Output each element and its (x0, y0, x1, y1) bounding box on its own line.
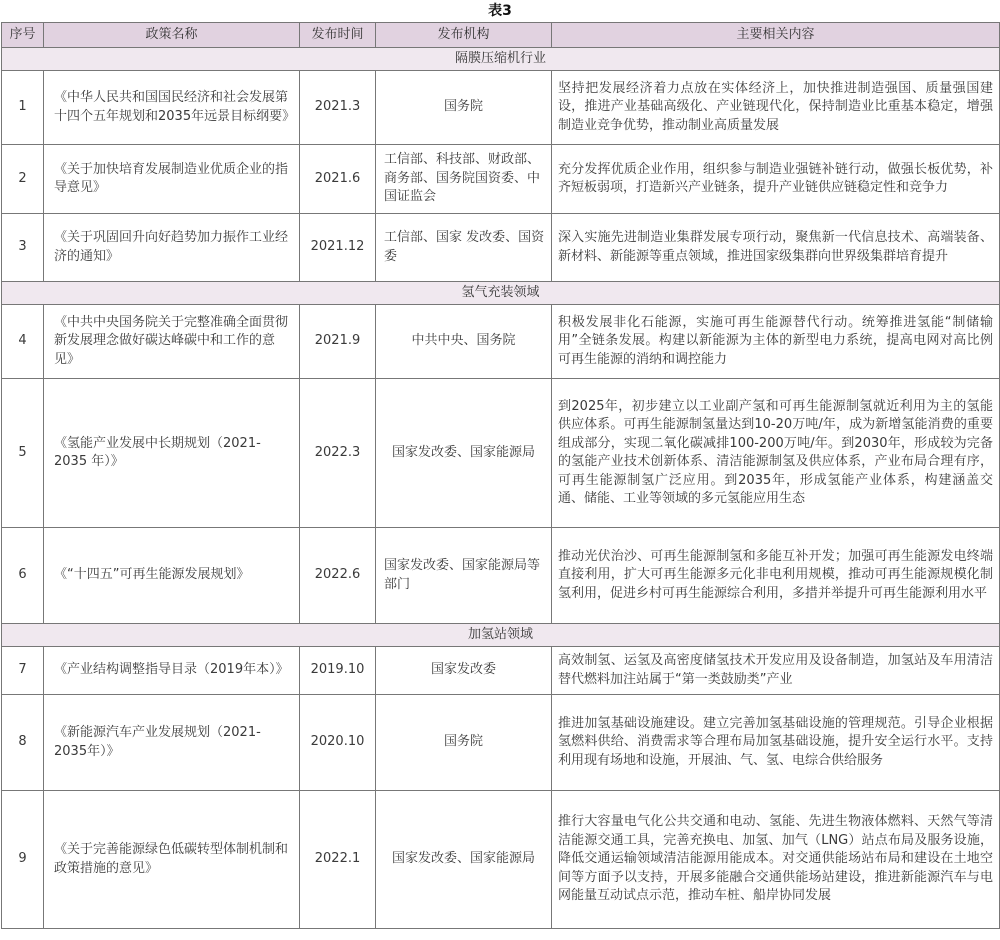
policy-content: 到2025年，初步建立以工业副产氢和可再生能源制氢就近利用为主的氢能供应体系。可再生能源制氢量达到10-20万吨/年，成为新增氢能消费的重要组成部分，实现二氧化碳减排100-200万吨/年。到2030年，形成较为完备的氢能产业技术创新体系、清洁能源制氢及供应体系，产业布局合理有序，可再生能源制氢广泛应用。到2035年，形成氢能产业体系，构建涵盖交通、储能、工业等领域的多元氢能应用生态 (552, 379, 1000, 528)
row-index: 3 (2, 214, 44, 282)
policy-content: 高效制氢、运氢及高密度储氢技术开发应用及设备制造，加氢站及车用清洁替代燃料加注站属于“第一类鼓励类”产业 (552, 647, 1000, 695)
policy-name: 《关于加快培育发展制造业优质企业的指导意见》 (44, 145, 300, 214)
table-row (2, 145, 1000, 214)
table-row (2, 305, 1000, 379)
policy-content: 积极发展非化石能源，实施可再生能源替代行动。统筹推进氢能“制储输用”全链条发展。构建以新能源为主体的新型电力系统，提高电网对高比例可再生能源的消纳和调控能力 (552, 305, 1000, 379)
table-row (2, 528, 1000, 624)
issuing-org: 工信部、国家 发改委、国资委 (376, 214, 552, 282)
row-index: 2 (2, 145, 44, 214)
table-row (2, 791, 1000, 929)
release-date: 2022.1 (300, 791, 376, 929)
release-date: 2022.3 (300, 379, 376, 528)
row-index: 4 (2, 305, 44, 379)
policy-name: 《中华人民共和国国民经济和社会发展第十四个五年规划和2035年远景目标纲要》 (44, 71, 300, 145)
header-date: 发布时间 (300, 23, 376, 48)
release-date: 2019.10 (300, 647, 376, 695)
policy-name: 《产业结构调整指导目录（2019年本）》 (44, 647, 300, 695)
section-title: 隔膜压缩机行业 (2, 48, 1000, 71)
row-index: 5 (2, 379, 44, 528)
issuing-org: 国务院 (376, 71, 552, 145)
row-index: 7 (2, 647, 44, 695)
issuing-org: 中共中央、国务院 (376, 305, 552, 379)
header-org: 发布机构 (376, 23, 552, 48)
policy-name: 《关于完善能源绿色低碳转型体制机制和政策措施的意见》 (44, 791, 300, 929)
release-date: 2021.6 (300, 145, 376, 214)
section-row (2, 48, 1000, 71)
table-row (2, 695, 1000, 791)
issuing-org: 国家发改委 (376, 647, 552, 695)
policy-content: 深入实施先进制造业集群发展专项行动，聚焦新一代信息技术、高端装备、新材料、新能源等重点领域，推进国家级集群向世界级集群培育提升 (552, 214, 1000, 282)
issuing-org: 国务院 (376, 695, 552, 791)
issuing-org: 国家发改委、国家能源局等部门 (376, 528, 552, 624)
issuing-org: 工信部、科技部、财政部、商务部、国务院国资委、中国证监会 (376, 145, 552, 214)
release-date: 2021.3 (300, 71, 376, 145)
table-row (2, 71, 1000, 145)
header-index: 序号 (2, 23, 44, 48)
header-content: 主要相关内容 (552, 23, 1000, 48)
policy-name: 《新能源汽车产业发展规划（2021-2035年）》 (44, 695, 300, 791)
policy-content: 充分发挥优质企业作用，组织参与制造业强链补链行动，做强长板优势，补齐短板弱项，打造新兴产业链条，提升产业链供应链稳定性和竞争力 (552, 145, 1000, 214)
table-row (2, 647, 1000, 695)
release-date: 2020.10 (300, 695, 376, 791)
section-row (2, 282, 1000, 305)
policy-name: 《关于巩固回升向好趋势加力振作工业经济的通知》 (44, 214, 300, 282)
row-index: 6 (2, 528, 44, 624)
header-name: 政策名称 (44, 23, 300, 48)
issuing-org: 国家发改委、国家能源局 (376, 791, 552, 929)
row-index: 1 (2, 71, 44, 145)
table-row (2, 214, 1000, 282)
row-index: 8 (2, 695, 44, 791)
policy-content: 推进加氢基础设施建设。建立完善加氢基础设施的管理规范。引导企业根据氢燃料供给、消费需求等合理布局加氢基础设施，提升安全运行水平。支持利用现有场地和设施，开展油、气、氢、电综合供给服务 (552, 695, 1000, 791)
policy-name: 《氢能产业发展中长期规划（2021-2035 年）》 (44, 379, 300, 528)
release-date: 2021.12 (300, 214, 376, 282)
release-date: 2021.9 (300, 305, 376, 379)
issuing-org: 国家发改委、国家能源局 (376, 379, 552, 528)
policy-name: 《中共中央国务院关于完整准确全面贯彻新发展理念做好碳达峰碳中和工作的意见》 (44, 305, 300, 379)
section-title: 氢气充装领域 (2, 282, 1000, 305)
section-title: 加氢站领域 (2, 624, 1000, 647)
policy-name: 《“十四五”可再生能源发展规划》 (44, 528, 300, 624)
policy-content: 坚持把发展经济着力点放在实体经济上，加快推进制造强国、质量强国建设，推进产业基础高级化、产业链现代化，保持制造业比重基本稳定，增强制造业竞争优势，推动制业高质量发展 (552, 71, 1000, 145)
table-row (2, 379, 1000, 528)
policy-content: 推动光伏治沙、可再生能源制氢和多能互补开发；加强可再生能源发电终端直接利用，扩大可再生能源多元化非电利用规模，推动可再生能源规模化制氢利用，促进乡村可再生能源综合利用，多措并举提升可再生能源利用水平 (552, 528, 1000, 624)
header-row (2, 23, 1000, 48)
policy-table (1, 22, 1000, 929)
release-date: 2022.6 (300, 528, 376, 624)
table-caption: 表3 (488, 3, 512, 19)
section-row (2, 624, 1000, 647)
row-index: 9 (2, 791, 44, 929)
policy-content: 推行大容量电气化公共交通和电动、氢能、先进生物液体燃料、天然气等清洁能源交通工具，完善充换电、加氢、加气（LNG）站点布局及服务设施，降低交通运输领域清洁能源用能成本。对交通供能场站布局和建设在土地空间等方面予以支持，开展多能融合交通供能场站建设，推进新能源汽车与电网能量互动试点示范，推动车桩、船岸协同发展 (552, 791, 1000, 929)
